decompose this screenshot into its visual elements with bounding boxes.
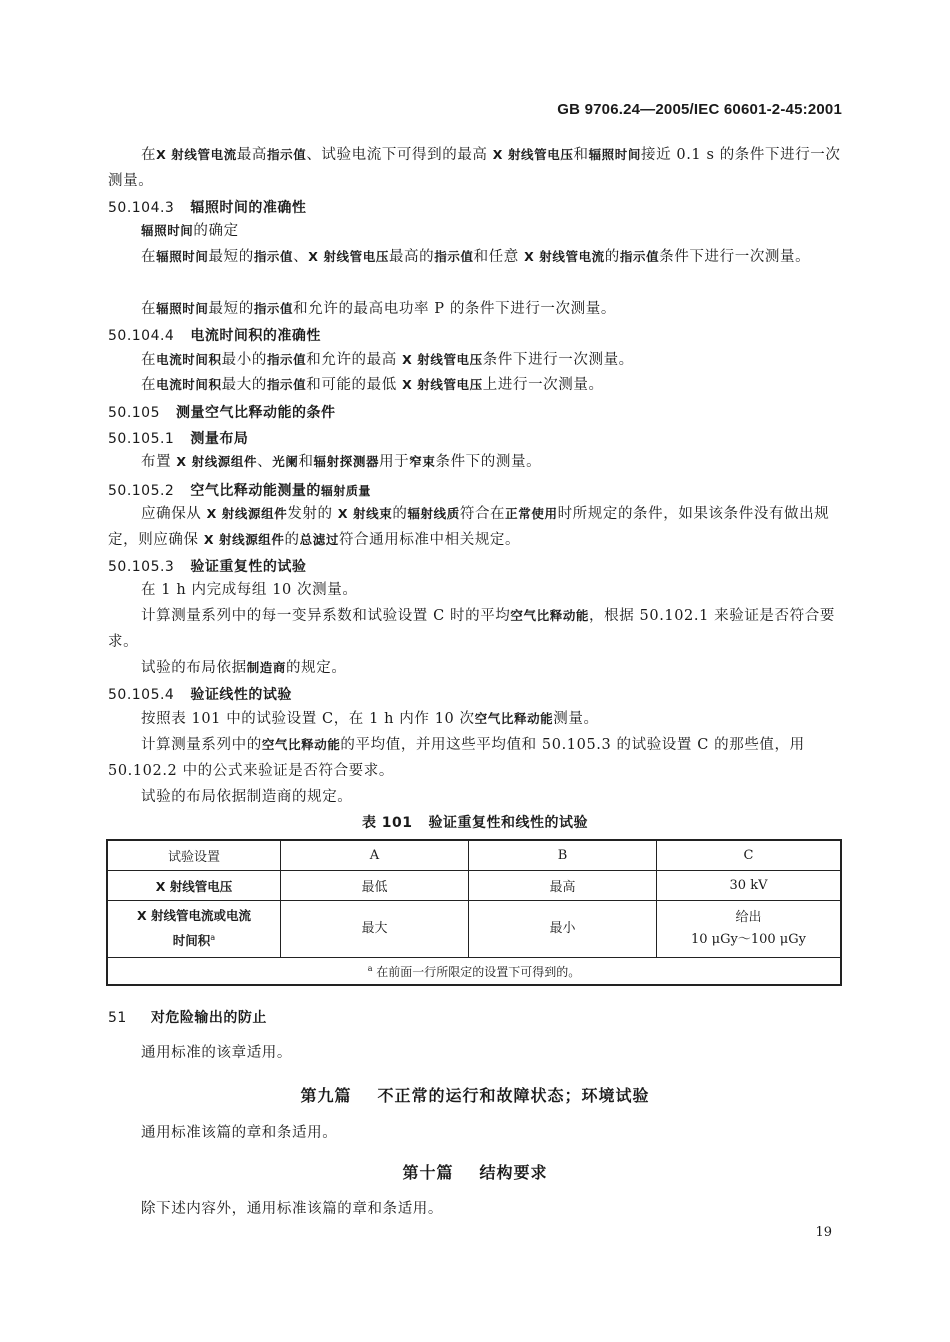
paragraph-11: 试验的布局依据制造商的规定。 (141, 660, 347, 676)
section-50-105: 50.105 测量空气比释动能的条件 (108, 405, 336, 421)
section-50-105-2: 50.105.2 空气比释动能测量的辐射质量 (108, 483, 371, 499)
page-number: 19 (815, 1225, 832, 1240)
table-header-cell: B (469, 840, 657, 871)
table-header-cell: 试验设置 (107, 840, 281, 871)
table-cell: 最低 (281, 871, 469, 901)
paragraph-10: 计算测量系列中的每一变异系数和试验设置 C 时的平均空气比释动能，根据 50.102.1 来验证是否符合要求。 (108, 608, 835, 650)
table-row (107, 871, 841, 901)
table-header-cell: A (281, 840, 469, 871)
paragraph-14: 试验的布局依据制造商的规定。 (141, 789, 353, 805)
table-row (107, 901, 841, 958)
table-row-label: X 射线管电流或电流 时间积$^a$ (107, 901, 281, 958)
section-50-104-4: 50.104.4 电流时间积的准确性 (108, 328, 321, 344)
table-cell: 最高 (469, 871, 657, 901)
table-footnote: $^a$ 在前面一行所限定的设置下可得到的。 (107, 958, 841, 986)
paragraph-9: 在 1 h 内完成每组 10 次测量。 (141, 582, 358, 598)
table-cell: 30 kV (657, 871, 842, 901)
paragraph-12: 按照表 101 中的试验设置 C，在 1 h 内作 10 次空气比释动能测量。 (141, 711, 599, 727)
part-9-heading: 第九篇 不正常的运行和故障状态；环境试验 (300, 1086, 650, 1105)
table-cell: 最小 (469, 901, 657, 958)
table-cell: 最大 (281, 901, 469, 958)
table-101 (106, 839, 842, 986)
standard-header: GB 9706.24—2005/IEC 60601-2-45:2001 (557, 101, 842, 118)
section-50-105-3: 50.105.3 验证重复性的试验 (108, 559, 307, 575)
paragraph-13: 计算测量系列中的空气比释动能的平均值，并用这些平均值和 50.105.3 的试验设置 C 的那些值，用 50.102.2 中的公式来验证是否符合要求。 (108, 737, 805, 779)
paragraph-1: 在X 射线管电流最高指示值、试验电流下可得到的最高 X 射线管电压和辐照时间接近 0.1 s 的条件下进行一次测量。 (108, 147, 841, 189)
table-footnote-row (107, 958, 841, 986)
table-cell: 给出 10 μGy～100 μGy (657, 901, 842, 958)
table-row-label: X 射线管电压 (107, 871, 281, 901)
paragraph-2: 辐照时间的确定 (141, 223, 239, 239)
paragraph-7: 布置 X 射线源组件、光阑和辐射探测器用于窄束条件下的测量。 (141, 454, 542, 470)
paragraph-17: 除下述内容外，通用标准该篇的章和条适用。 (141, 1201, 443, 1217)
section-50-105-1: 50.105.1 测量布局 (108, 431, 249, 447)
table-header-cell: C (657, 840, 842, 871)
table-caption: 表 101 验证重复性和线性的试验 (361, 815, 589, 831)
paragraph-4: 在辐照时间最短的指示值和允许的最高电功率 P 的条件下进行一次测量。 (141, 301, 616, 317)
section-51: 51 对危险输出的防止 (108, 1010, 267, 1026)
section-50-104-3: 50.104.3 辐照时间的准确性 (108, 200, 307, 216)
table-header-row (107, 840, 841, 871)
part-10-heading: 第十篇 结构要求 (402, 1163, 548, 1182)
paragraph-8: 应确保从 X 射线源组件发射的 X 射线束的辐射线质符合在正常使用时所规定的条件，如果该条件没有做出规定，则应确保 X 射线源组件的总滤过符合通用标准中相关规定。 (108, 506, 830, 548)
section-50-105-4: 50.105.4 验证线性的试验 (108, 687, 292, 703)
paragraph-6: 在电流时间积最大的指示值和可能的最低 X 射线管电压上进行一次测量。 (141, 377, 604, 393)
paragraph-15: 通用标准的该章适用。 (141, 1045, 292, 1061)
paragraph-16: 通用标准该篇的章和条适用。 (141, 1125, 338, 1141)
paragraph-3: 在辐照时间最短的指示值、X 射线管电压最高的指示值和任意 X 射线管电流的指示值条件下进行一次测量。 (141, 249, 811, 265)
paragraph-5: 在电流时间积最小的指示值和允许的最高 X 射线管电压条件下进行一次测量。 (141, 352, 634, 368)
